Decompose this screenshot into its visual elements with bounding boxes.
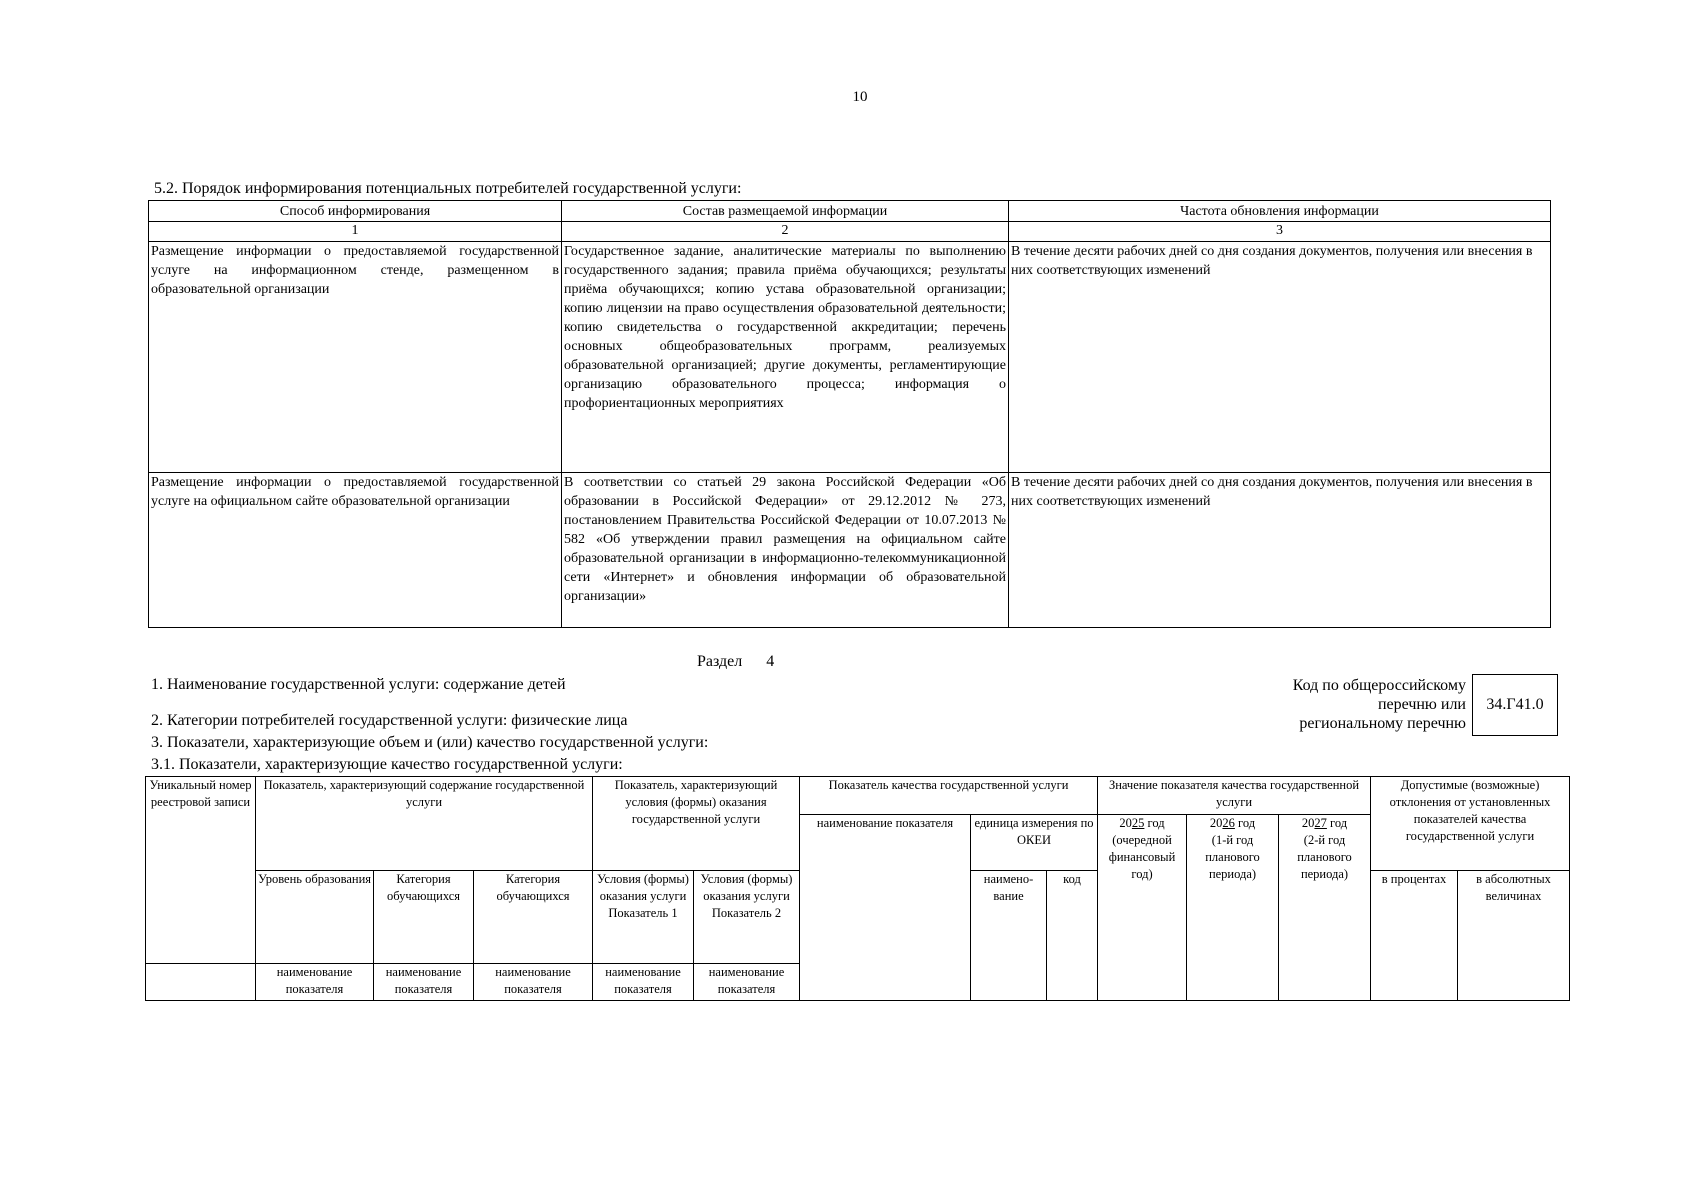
method-cell: Размещение информации о предоставляемой государственной услуге на информационном стенде, размещенном в образовательной организации	[149, 242, 562, 473]
year-1-header: 2025 год (очередной финансовый год)	[1098, 815, 1187, 1001]
sub-header-condition-1: Условия (формы) оказания услуги Показатель 1	[593, 871, 694, 964]
code-label	[1180, 676, 1466, 733]
page-number: 10	[852, 89, 868, 105]
year-1-note: (очередной финансовый год)	[1108, 833, 1176, 881]
code-label-line-1: Код по общероссийскому	[1292, 677, 1466, 694]
sub-header-category: Категория обучающихся	[474, 871, 593, 964]
frequency-cell: В течение десяти рабочих дней со дня создания документов, получения или внесения в них соответствующих изменений	[1009, 242, 1551, 473]
content-cell: Государственное задание, аналитические материалы по выполнению государственного задания; правила приёма обучающихся; результаты приёма обучающихся; копию устава образовательной организации; копию лицензии на право осуществления образовательной деятельности; копию свидетельства о государственной аккредитации; перечень основных общеобразовательных программ, реализуемых образовательной организацией; другие документы, регламентирующие организацию образовательного процесса; информация о профориентационных мероприятиях	[562, 242, 1009, 473]
table-row	[149, 242, 1551, 473]
unit-code-header: код	[1047, 871, 1098, 1001]
section-number: 4	[766, 653, 775, 670]
indicator-name-header: наименование показателя	[800, 815, 971, 1001]
indicator-name-cell: наименование показателя	[474, 964, 593, 1001]
code-label-line-2: перечню или	[1377, 696, 1466, 713]
in-percent-header: в процентах	[1371, 871, 1458, 1001]
column-number: 3	[1009, 222, 1551, 242]
year-3-note: (2-й год планового периода)	[1297, 833, 1352, 881]
sub-header-category: Категория обучающихся	[374, 871, 474, 964]
header-method: Способ информирования	[149, 201, 562, 222]
quality-indicator-header: Показатель качества государственной услуги	[800, 777, 1098, 815]
table-row	[149, 473, 1551, 628]
year-2-note: (1-й год планового периода)	[1205, 833, 1260, 881]
service-name: 1. Наименование государственной услуги: содержание детей	[151, 676, 566, 693]
year-2-header: 2026 год (1-й год планового периода)	[1187, 815, 1279, 1001]
in-absolute-header: в абсолютных величинах	[1458, 871, 1570, 1001]
code-value-box	[1472, 674, 1558, 736]
quality-table	[145, 776, 1570, 1001]
deviations-header: Допустимые (возможные) отклонения от установленных показателей качества государственной услуги	[1371, 777, 1570, 871]
indicator-name-cell: наименование показателя	[256, 964, 374, 1001]
sub-header-level: Уровень образования	[256, 871, 374, 964]
frequency-cell: В течение десяти рабочих дней со дня создания документов, получения или внесения в них соответствующих изменений	[1009, 473, 1551, 628]
unit-name-header: наимено-вание	[971, 871, 1047, 1001]
header-frequency: Частота обновления информации	[1009, 201, 1551, 222]
conditions-indicator-header: Показатель, характеризующий условия (формы) оказания государственной услуги	[593, 777, 800, 871]
indicator-name-cell: наименование показателя	[694, 964, 800, 1001]
unique-number-header: Уникальный номер реестровой записи	[146, 777, 256, 964]
indicator-value-header: Значение показателя качества государственной услуги	[1098, 777, 1371, 815]
method-cell: Размещение информации о предоставляемой государственной услуге на официальном сайте образовательной организации	[149, 473, 562, 628]
header-content: Состав размещаемой информации	[562, 201, 1009, 222]
section-title	[697, 653, 774, 671]
indicator-name-cell: наименование показателя	[593, 964, 694, 1001]
code-label-line-3: региональному перечню	[1299, 715, 1466, 732]
indicator-name-cell: наименование показателя	[374, 964, 474, 1001]
indicators-line: 3. Показатели, характеризующие объем и (или) качество государственной услуги:	[151, 734, 709, 751]
quality-indicators-line: 3.1. Показатели, характеризующие качество государственной услуги:	[151, 756, 623, 773]
info-table	[148, 200, 1551, 628]
empty-cell	[146, 964, 256, 1001]
content-indicator-header: Показатель, характеризующий содержание государственной услуги	[256, 777, 593, 871]
sub-header-condition-2: Условия (формы) оказания услуги Показатель 2	[694, 871, 800, 964]
year-3-header: 2027 год (2-й год планового периода)	[1279, 815, 1371, 1001]
content-cell: В соответствии со статьей 29 закона Российской Федерации «Об образовании в Российской Федерации» от 29.12.2012 № 273, постановлением Правительства Российской Федерации от 10.07.2013 № 582 «Об утверждении правил размещения на официальном сайте образовательной организации в информационно-телекоммуникационной сети «Интернет» и обновления информации об образовательной организации»	[562, 473, 1009, 628]
code-value: 34.Г41.0	[1486, 696, 1544, 713]
unit-header: единица измерения по ОКЕИ	[971, 815, 1098, 871]
consumers-line: 2. Категории потребителей государственной услуги: физические лица	[151, 712, 628, 729]
column-number: 2	[562, 222, 1009, 242]
column-number: 1	[149, 222, 562, 242]
section-5-2-heading: 5.2. Порядок информирования потенциальных потребителей государственной услуги:	[154, 180, 742, 197]
section-label: Раздел	[697, 653, 743, 670]
